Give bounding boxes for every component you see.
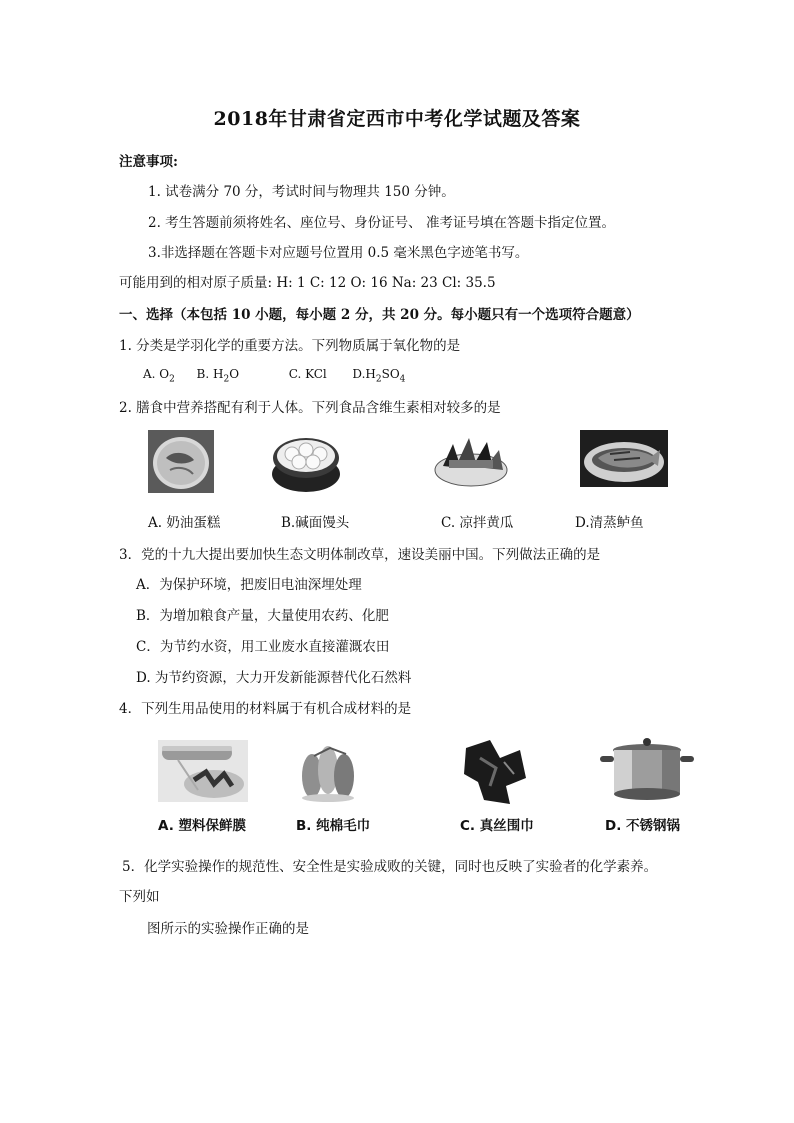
cucumber-salad-image xyxy=(433,430,509,488)
q2-option-d: D.清蒸鲈鱼 xyxy=(575,515,644,531)
q3-option-d: D. 为节约资源，大力开发新能源替代化石然料 xyxy=(136,670,412,686)
cake-image xyxy=(148,430,214,493)
q1-options xyxy=(143,367,405,384)
notice-item-1: 1. 试卷满分 70 分，考试时间与物理共 150 分钟。 xyxy=(148,184,455,200)
q1-option-c: C. KCl xyxy=(288,367,327,381)
q1-option-d: $D.H_2SO_4$ xyxy=(352,367,406,385)
q4-option-c: C. 真丝围巾 xyxy=(460,818,534,834)
page-title: 2018年甘肃省定西市中考化学试题及答案 xyxy=(213,108,581,130)
notice-heading: 注意事项: xyxy=(119,154,178,170)
q2-option-c: C. 凉拌黄瓜 xyxy=(441,515,514,531)
q1-option-a: A. $O_2$ xyxy=(143,367,175,385)
stainless-steel-pot-image xyxy=(598,736,696,806)
q2-stem: 2. 膳食中营养搭配有利于人体。下列食品含维生素相对较多的是 xyxy=(119,400,501,416)
q3-stem: 3．党的十九大提出要加快生态文明体制改草，速设美丽中国。下列做法正确的是 xyxy=(119,547,601,563)
q3-option-c: C．为节约水资，用工业废水直接灌溉农田 xyxy=(136,639,390,655)
q4-option-b: B. 纯棉毛巾 xyxy=(296,818,371,834)
silk-scarf-image xyxy=(460,738,528,806)
q3-option-a: A．为保护环境，把废旧电油深埋处理 xyxy=(136,577,362,593)
q4-stem: 4．下列生用品使用的材料属于有机合成材料的是 xyxy=(119,701,412,717)
plastic-wrap-image xyxy=(158,740,248,802)
notice-item-3: 3.非选择题在答题卡对应题号位置用 0.5 毫米黑色字迹笔书写。 xyxy=(148,245,529,261)
steamed-fish-image xyxy=(580,430,668,487)
q2-option-a: A. 奶油蛋糕 xyxy=(148,515,221,531)
section-1-heading: 一、选择（本包括 10 小题，每小题 2 分，共 20 分。每小题只有一个选项符合题意） xyxy=(119,307,640,323)
q4-option-d: D. 不锈钢锅 xyxy=(605,818,681,834)
q5-line-2: 下列如 xyxy=(119,889,160,905)
notice-item-2: 2. 考生答题前须将姓名、座位号、身份证号、 准考证号填在答题卡指定位置。 xyxy=(148,215,615,231)
q1-option-b: B. $H_2O$ xyxy=(196,367,240,385)
q4-option-a: A. 塑料保鲜膜 xyxy=(158,818,247,834)
q5-line-1: 5．化学实验操作的规范性、安全性是实验成败的关键，同时也反映了实验者的化学素养。 xyxy=(122,859,658,875)
q3-option-b: B．为增加粮食产量，大量使用农药、化肥 xyxy=(136,608,389,624)
atomic-masses: 可能用到的相对原子质量: H: 1 C: 12 O: 16 Na: 23 Cl: 35.5 xyxy=(119,275,496,291)
cotton-towel-image xyxy=(300,740,358,802)
q5-line-3: 图所示的实验操作正确的是 xyxy=(147,921,309,937)
steamed-buns-image xyxy=(270,430,342,494)
q2-option-b: B.碱面馒头 xyxy=(281,515,350,531)
q1-stem: 1. 分类是学羽化学的重要方法。下列物质属于氧化物的是 xyxy=(119,338,461,354)
